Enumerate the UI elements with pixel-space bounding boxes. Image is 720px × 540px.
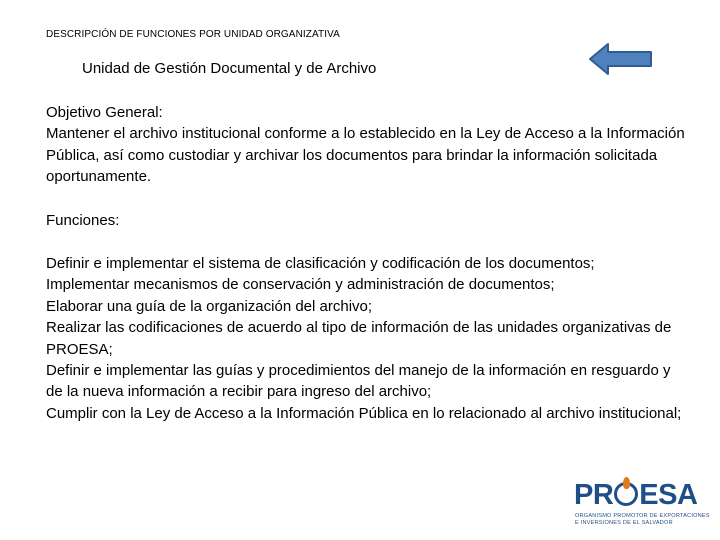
function-item: Definir e implementar el sistema de clasificación y codificación de los documentos; [46, 255, 595, 273]
proesa-logo [574, 480, 710, 536]
back-arrow-icon[interactable] [588, 42, 654, 76]
document-header: DESCRIPCIÓN DE FUNCIONES POR UNIDAD ORGANIZATIVA [46, 29, 340, 40]
logo-tagline: ORGANISMO PROMOTOR DE EXPORTACIONES E INVERSIONES DE EL SALVADOR [575, 513, 710, 526]
functions-heading: Funciones: [46, 211, 120, 229]
function-item: Definir e implementar las guías y procedimientos del manejo de la información en resguardo y de la nueva información a recibir para ingreso del archivo; [46, 362, 671, 401]
logo-wordmark: PR ESA [574, 479, 698, 511]
function-item: Cumplir con la Ley de Acceso a la Información Pública en lo relacionado al archivo institucional; [46, 404, 682, 422]
function-item: Implementar mecanismos de conservación y administración de documentos; [46, 276, 555, 294]
objective-text: Mantener el archivo institucional conforme a lo establecido en la Ley de Acceso a la Información Pública, así como custodiar y archivar los documentos para brindar la información solicitada oportunamente. [46, 125, 685, 186]
functions-list [46, 253, 686, 424]
globe-icon [614, 482, 638, 506]
function-item: Realizar las codificaciones de acuerdo al tipo de información de las unidades organizativas de PROESA; [46, 319, 672, 358]
objective-heading: Objetivo General: [46, 104, 163, 121]
document-body [46, 102, 686, 424]
function-item: Elaborar una guía de la organización del archivo; [46, 297, 373, 315]
unit-title: Unidad de Gestión Documental y de Archivo [82, 60, 377, 77]
